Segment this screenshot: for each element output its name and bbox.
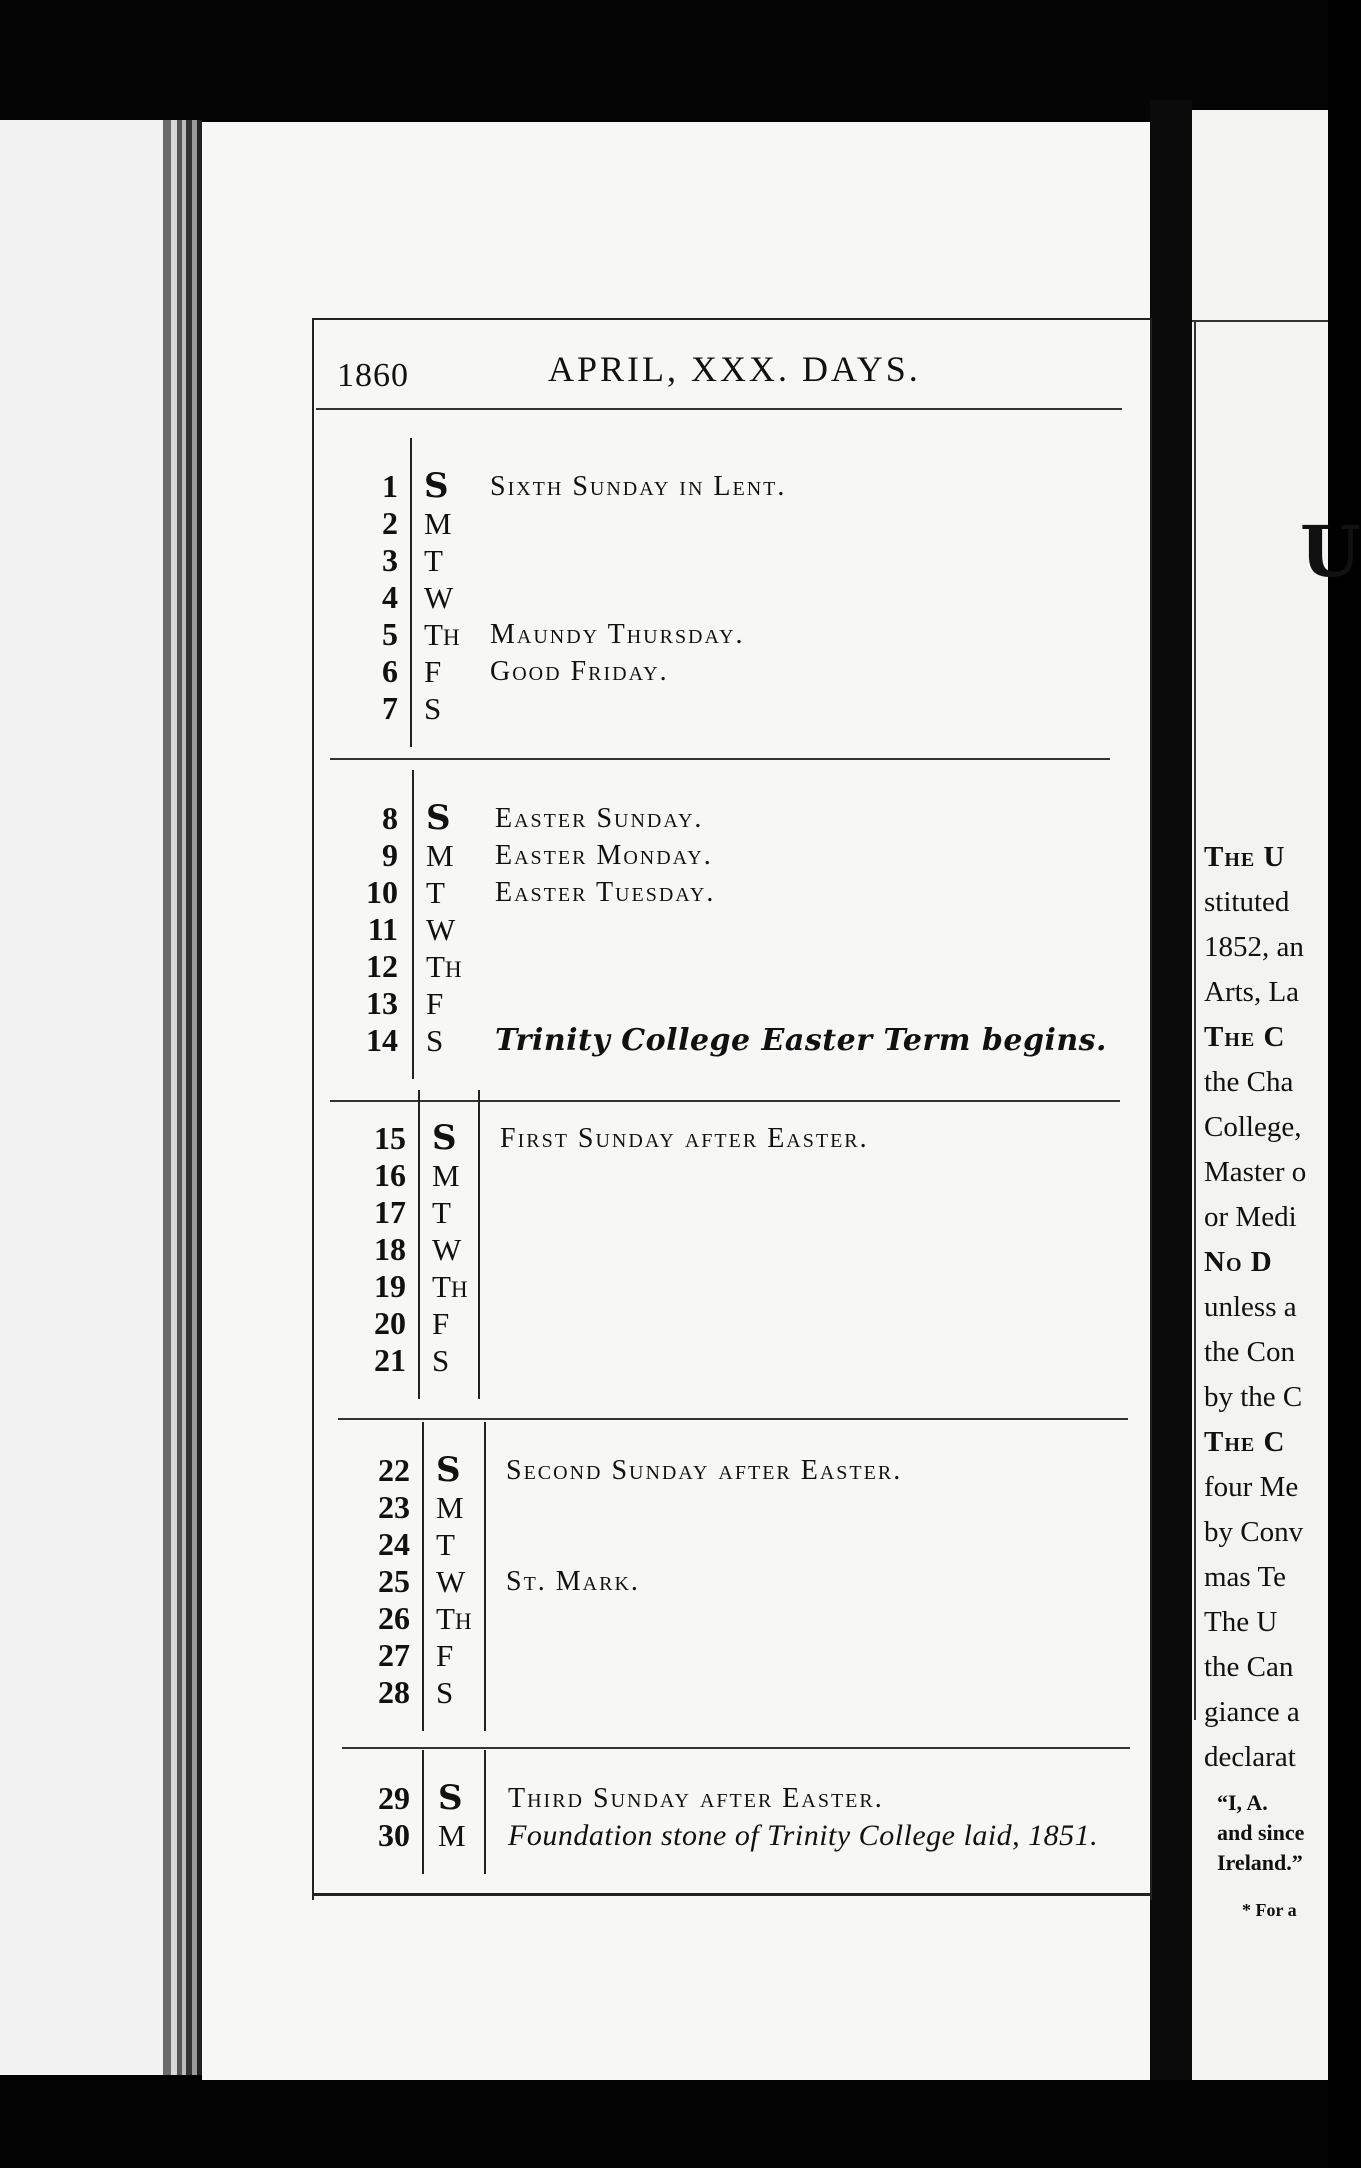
day-row	[348, 1268, 1148, 1305]
day-of-week: T	[426, 875, 445, 910]
scan-bottom-border	[0, 2080, 1328, 2168]
sunday-letter: S	[432, 1118, 457, 1158]
day-number: 28	[378, 1674, 410, 1710]
day-number: 8	[382, 800, 398, 836]
day-number: 11	[367, 911, 398, 947]
day-row	[348, 1305, 1148, 1342]
day-row	[352, 1526, 1152, 1563]
facing-page-line: four Me	[1204, 1471, 1299, 1503]
day-of-week: W	[426, 912, 456, 947]
facing-page	[1192, 110, 1361, 2100]
week-block	[348, 1120, 1148, 1379]
facing-page-line: giance a	[1204, 1696, 1300, 1728]
day-row	[340, 579, 1140, 616]
day-row	[340, 690, 1140, 727]
day-of-week: M	[436, 1490, 464, 1525]
sunday-letter: S	[426, 798, 451, 838]
anniversary-note: Foundation stone of Trinity College laid, 1851.	[508, 1819, 1099, 1852]
day-of-week: S	[432, 1343, 450, 1378]
day-row	[348, 1194, 1148, 1231]
day-number: 20	[374, 1305, 406, 1341]
day-of-week: T	[436, 1527, 455, 1562]
feast-day-note: Easter Monday.	[495, 840, 713, 871]
day-row	[352, 1563, 1152, 1600]
day-row	[352, 1452, 1152, 1489]
week-block	[340, 468, 1140, 727]
feast-day-note: Good Friday.	[490, 656, 669, 687]
day-row	[340, 985, 1140, 1022]
day-of-week: M	[438, 1818, 466, 1853]
facing-page-line: College,	[1204, 1111, 1302, 1143]
day-number: 9	[382, 837, 398, 873]
day-of-week	[426, 800, 451, 837]
day-number: 25	[378, 1563, 410, 1599]
day-number: 4	[382, 579, 398, 615]
week-block	[352, 1780, 1152, 1854]
facing-page-line: declarat	[1204, 1741, 1296, 1773]
declaration-line: and since	[1217, 1820, 1305, 1845]
week-separator	[330, 1100, 1120, 1102]
day-row	[340, 468, 1140, 505]
day-row	[352, 1489, 1152, 1526]
day-row	[352, 1637, 1152, 1674]
header-rule	[316, 408, 1122, 410]
day-row	[340, 837, 1140, 874]
term-notice: Trinity College Easter Term begins.	[495, 1023, 1107, 1058]
feast-day-note: First Sunday after Easter.	[500, 1123, 869, 1154]
sunday-letter: S	[438, 1778, 463, 1818]
day-number: 5	[382, 616, 398, 652]
weekday-letter: TH	[432, 1269, 468, 1304]
day-number: 17	[374, 1194, 406, 1230]
day-of-week: W	[424, 580, 454, 615]
day-of-week: F	[424, 654, 442, 689]
day-number: 24	[378, 1526, 410, 1562]
facing-page-line: The U	[1204, 841, 1286, 873]
day-number: 29	[378, 1780, 410, 1816]
week-block	[352, 1452, 1152, 1711]
weekday-letter: TH	[424, 617, 460, 652]
day-of-week: F	[432, 1306, 450, 1341]
day-number: 6	[382, 653, 398, 689]
facing-page-line: by the C	[1204, 1381, 1303, 1413]
feast-day-note: Easter Sunday.	[495, 803, 704, 834]
facing-page-line: by Conv	[1204, 1516, 1304, 1548]
day-of-week: F	[436, 1638, 454, 1673]
day-row	[352, 1600, 1152, 1637]
day-row	[352, 1780, 1152, 1817]
feast-day-note: St. Mark.	[506, 1566, 640, 1597]
day-row	[352, 1817, 1152, 1854]
scan-top-border	[0, 0, 1328, 120]
day-of-week	[424, 468, 449, 505]
book-gutter	[1150, 100, 1192, 2100]
feast-day-note: Sixth Sunday in Lent.	[490, 471, 787, 502]
day-of-week: T	[432, 1195, 451, 1230]
drop-initial: U	[1300, 510, 1361, 593]
day-row	[348, 1231, 1148, 1268]
facing-page-line: The U	[1204, 1606, 1278, 1638]
day-number: 30	[378, 1817, 410, 1853]
day-of-week: M	[424, 506, 452, 541]
day-number: 7	[382, 690, 398, 726]
day-number: 13	[366, 985, 398, 1021]
day-row	[340, 874, 1140, 911]
day-row	[348, 1342, 1148, 1379]
sunday-letter: S	[424, 466, 449, 506]
facing-page-line: unless a	[1204, 1291, 1297, 1323]
day-of-week	[436, 1600, 472, 1640]
facing-page-line: The C	[1204, 1426, 1286, 1458]
day-number: 15	[374, 1120, 406, 1156]
day-of-week	[432, 1120, 457, 1157]
facing-page-line: Arts, La	[1204, 976, 1300, 1008]
day-number: 2	[382, 505, 398, 541]
left-blank-leaf	[0, 120, 165, 2075]
day-of-week	[432, 1268, 468, 1308]
feast-day-note: Easter Tuesday.	[495, 877, 716, 908]
feast-day-note: Second Sunday after Easter.	[506, 1455, 903, 1486]
day-number: 10	[366, 874, 398, 910]
day-of-week	[436, 1452, 461, 1489]
feast-day-note: Third Sunday after Easter.	[508, 1783, 884, 1814]
day-row	[340, 948, 1140, 985]
day-number: 12	[366, 948, 398, 984]
day-number: 26	[378, 1600, 410, 1636]
declaration-line: “I, A.	[1217, 1790, 1268, 1815]
calendar-frame-bottom	[312, 1893, 1150, 1896]
day-row	[348, 1157, 1148, 1194]
day-of-week: W	[432, 1232, 462, 1267]
day-of-week: W	[436, 1564, 466, 1599]
day-number: 1	[382, 468, 398, 504]
day-number: 16	[374, 1157, 406, 1193]
day-of-week: S	[426, 1023, 444, 1058]
day-number: 21	[374, 1342, 406, 1378]
day-row	[340, 542, 1140, 579]
page-year: 1860	[337, 357, 409, 394]
facing-page-line: The C	[1204, 1021, 1286, 1053]
facing-page-border	[1194, 320, 1196, 1720]
weekday-letter: TH	[436, 1601, 472, 1636]
day-of-week: M	[426, 838, 454, 873]
facing-page-line: 1852, an	[1204, 931, 1304, 963]
facing-page-line: Master o	[1204, 1156, 1307, 1188]
week-separator	[342, 1747, 1130, 1749]
day-number: 22	[378, 1452, 410, 1488]
day-of-week	[424, 616, 460, 656]
facing-page-line: mas Te	[1204, 1561, 1287, 1593]
page-edge	[163, 120, 171, 2075]
declaration-line: Ireland.”	[1217, 1850, 1303, 1875]
day-of-week: S	[424, 691, 442, 726]
facing-page-line: the Cha	[1204, 1066, 1294, 1098]
day-row	[352, 1674, 1152, 1711]
facing-page-line: or Medi	[1204, 1201, 1297, 1233]
day-number: 14	[366, 1022, 398, 1058]
footnote: * For a	[1242, 1900, 1297, 1920]
day-of-week: F	[426, 986, 444, 1021]
day-number: 19	[374, 1268, 406, 1304]
facing-page-line: No D	[1204, 1246, 1273, 1278]
day-row	[340, 653, 1140, 690]
day-number: 18	[374, 1231, 406, 1267]
day-of-week: M	[432, 1158, 460, 1193]
day-of-week: S	[436, 1675, 454, 1710]
facing-page-line: stituted	[1204, 886, 1290, 918]
page-title: APRIL, XXX. DAYS.	[548, 349, 921, 389]
feast-day-note: Maundy Thursday.	[490, 619, 745, 650]
day-of-week: T	[424, 543, 443, 578]
day-row	[340, 616, 1140, 653]
day-row	[340, 1022, 1140, 1059]
facing-page-rule	[1192, 320, 1328, 322]
day-of-week	[438, 1780, 463, 1817]
facing-page-line: the Can	[1204, 1651, 1294, 1683]
day-row	[340, 911, 1140, 948]
day-number: 27	[378, 1637, 410, 1673]
day-row	[340, 800, 1140, 837]
day-number: 3	[382, 542, 398, 578]
week-separator	[330, 758, 1110, 760]
week-separator	[338, 1418, 1128, 1420]
week-block	[340, 800, 1140, 1059]
day-row	[348, 1120, 1148, 1157]
day-of-week	[426, 948, 462, 988]
day-number: 23	[378, 1489, 410, 1525]
facing-page-line: the Con	[1204, 1336, 1296, 1368]
day-row	[340, 505, 1140, 542]
weekday-letter: TH	[426, 949, 462, 984]
sunday-letter: S	[436, 1450, 461, 1490]
